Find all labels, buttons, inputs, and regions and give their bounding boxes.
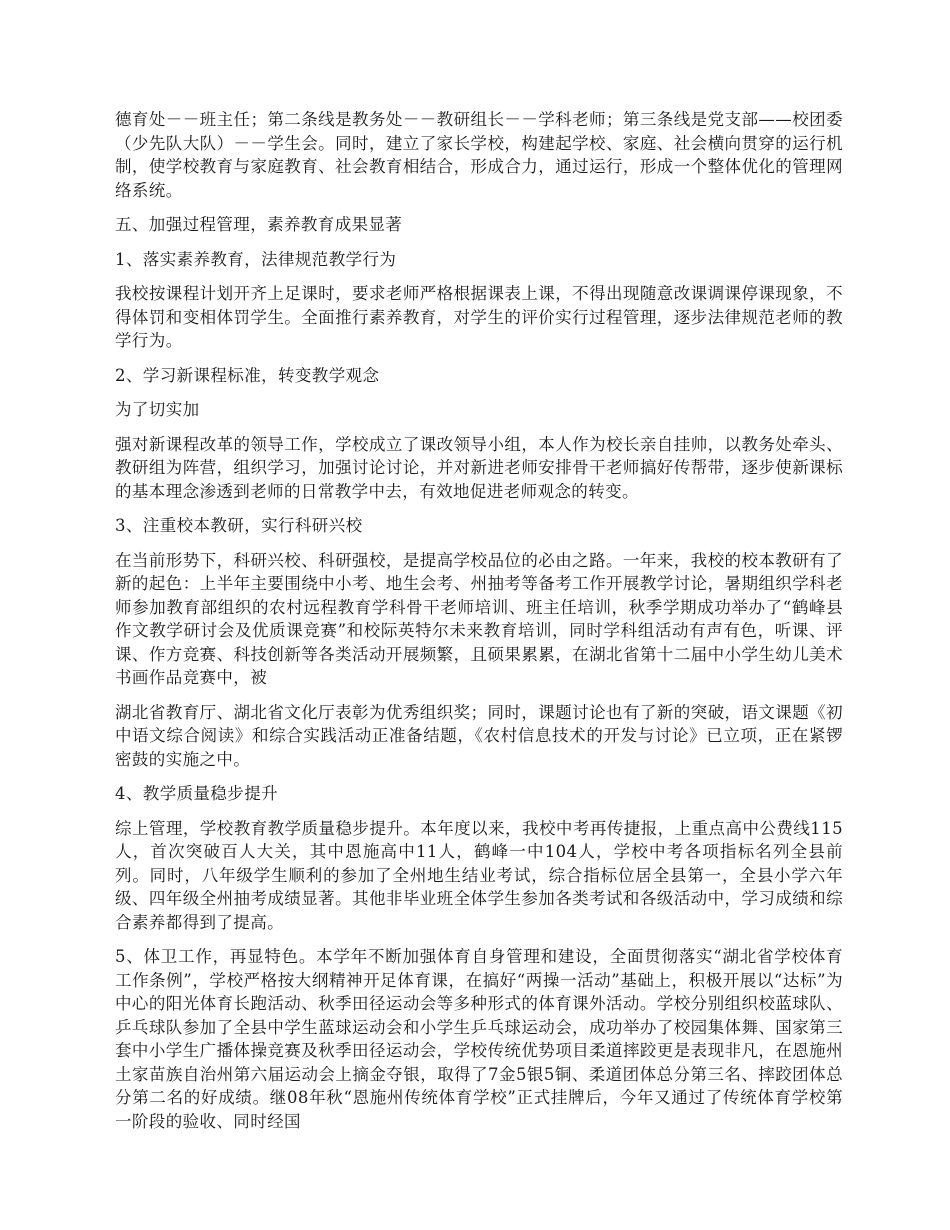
section-heading-process-management: 五、加强过程管理，素养教育成果显著: [115, 215, 403, 234]
paragraph-management-network: 德育处－－班主任；第二条线是教务处－－教研组长－－学科老师；第三条线是党支部——校团委（少先队大队）－－学生会。同时，建立了家长学校，构建起学校、家庭、社会横向贯穿的运行机制，使学校教育与家庭教育、社会教育相结合，形成合力，通过运行，形成一个整体优化的管理网络系统。: [115, 110, 843, 200]
paragraph-curriculum-reform: 强对新课程改革的领导工作，学校成立了课改领导小组，本人作为校长亲自挂帅，以教务处牵头、教研组为阵营，组织学习，加强讨论讨论，并对新进老师安排骨干老师搞好传帮带，逐步使新课标的基本理念渗透到老师的日常教学中去，有效地促进老师观念的转变。: [115, 434, 843, 501]
paragraph-fragment: 为了切实加: [115, 400, 200, 419]
subheading-school-research: 3、注重校本教研，实行科研兴校: [115, 516, 363, 535]
subheading-quality-education: 1、落实素养教育，法律规范教学行为: [115, 249, 397, 269]
paragraph-exam-results: 综上管理，学校教育教学质量稳步提升。本年度以来，我校中考再传捷报，上重点高中公费线115人，首次突破百人大关，其中恩施高中11人，鹤峰一中104人，学校中考各项指标名列全县前列。同时，八年级学生顺利的参加了全州地生结业考试，综合指标位居全县第一，全县小学六年级、四年级全州抽考成绩显著。其他非毕业班全体学生参加各类考试和各级活动中，学习成绩和综合素养都得到了提高。: [115, 818, 843, 932]
paragraph-sports-health: 5、体卫工作，再显特色。本学年不断加强体育自身管理和建设，全面贯彻落实“湖北省学校体育工作条例”，学校严格按大纲精神开足体育课，在搞好“两操一活动”基础上，积极开展以“达标”为中心的阳光体育长跑活动、秋季田径运动会等多种形式的体育课外活动。学校分别组织校蓝球队、乒乓球队参加了全县中学生蓝球运动会和小学生乒乓球运动会，成功举办了校园集体舞、国家第三套中小学生广播体操竞赛及秋季田径运动会，学校传统优势项目柔道摔跤更是表现非凡，在恩施州土家苗族自治州第六届运动会上摘金夺银，取得了7金5银5铜、柔道团体总分第三名、摔跤团体总分第二名的好成绩。继08年秋“恩施州传统体育学校”正式挂牌后，今年又通过了传统体育学校第一阶段的验收、同时经国: [115, 947, 843, 1131]
paragraph-research-activities: 在当前形势下，科研兴校、科研强校，是提高学校品位的必由之路。一年来，我校的校本教研有了新的起色：上半年主要围绕中小考、地生会考、州抽考等备考工作开展教学讨论，暑期组织学科老师参加教育部组织的农村远程教育学科骨干老师培训、班主任培训，秋季学期成功举办了“鹤峰县作文教学研讨会及优质课竞赛”和校际英特尔未来教育培训，同时学科组活动有声有色，听课、评课、作方竞赛、科技创新等各类活动开展频繁，且硕果累累，在湖北省第十二届中小学生幼儿美术书画作品竞赛中，被: [115, 550, 843, 687]
paragraph-awards-projects: 湖北省教育厅、湖北省文化厅表彰为优秀组织奖；同时，课题讨论也有了新的突破，语文课题《初中语文综合阅读》和综合实践活动正准备结题，《农村信息技术的开发与讨论》已立项，正在紧锣密鼓的实施之中。: [115, 702, 843, 769]
subheading-teaching-quality: 4、教学质量稳步提升: [115, 784, 278, 803]
document-body: [115, 108, 843, 1144]
subheading-new-curriculum: 2、学习新课程标准，转变教学观念: [115, 365, 380, 385]
paragraph-curriculum-plan: 我校按课程计划开齐上足课时，要求老师严格根据课表上课，不得出现随意改课调课停课现象，不得体罚和变相体罚学生。全面推行素养教育，对学生的评价实行过程管理，逐步法律规范老师的教学行为。: [115, 284, 843, 350]
